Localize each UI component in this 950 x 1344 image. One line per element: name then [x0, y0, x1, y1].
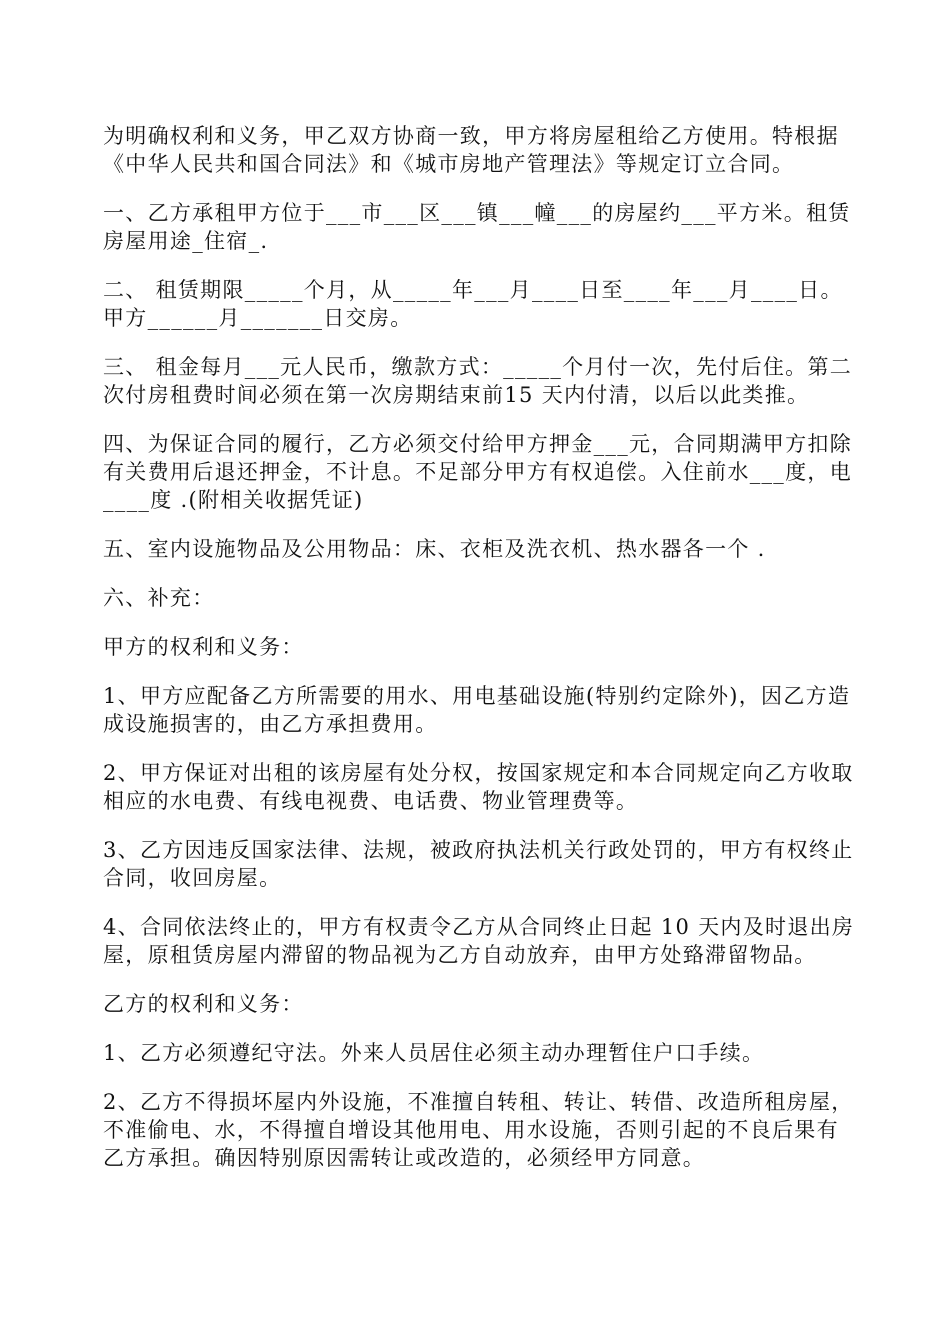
- document-page: [103, 122, 855, 1193]
- clause-6-heading: 六、补充：: [103, 586, 215, 610]
- intro-paragraph: 为明确权利和义务，甲乙双方协商一致，甲方将房屋租给乙方使用。特根据《中华人民共和国合同法》和《城市房地产管理法》等规定订立合同。: [103, 124, 839, 176]
- clause-2-paragraph: 二、 租赁期限_____个月，从_____年___月____日至____年___月____日。甲方______月_______日交房。: [103, 278, 843, 330]
- clause-5-paragraph: 五、室内设施物品及公用物品：床、衣柜及洗衣机、热水器各一个 .: [103, 537, 766, 561]
- clause-4-paragraph: 四、为保证合同的履行，乙方必须交付给甲方押金___元，合同期满甲方扣除有关费用后退还押金，不计息。不足部分甲方有权追偿。入住前水___度，电____度 .(附相关收据凭证): [103, 432, 852, 512]
- clause-1-paragraph: 一、乙方承租甲方位于___市___区___镇___幢___的房屋约___平方米。租赁房屋用途_住宿_.: [103, 201, 851, 253]
- party-a-item-1: 1、甲方应配备乙方所需要的用水、用电基础设施(特别约定除外)，因乙方造成设施损害的，由乙方承担费用。: [103, 684, 851, 736]
- clause-3-paragraph: 三、 租金每月___元人民币，缴款方式：_____个月付一次，先付后住。第二次付房租费时间必须在第一次房期结束前15 天内付清，以后以此类推。: [103, 355, 853, 407]
- party-a-heading: 甲方的权利和义务：: [103, 635, 304, 659]
- party-b-item-2: 2、乙方不得损坏屋内外设施，不准擅自转租、转让、转借、改造所租房屋，不准偷电、水，不得擅自增设其他用电、用水设施，否则引起的不良后果有乙方承担。确因特别原因需转让或改造的，必须经甲方同意。: [103, 1090, 854, 1170]
- party-a-item-4: 4、合同依法终止的，甲方有权责令乙方从合同终止日起 10 天内及时退出房屋，原租赁房屋内滞留的物品视为乙方自动放弃，由甲方处臵滞留物品。: [103, 915, 855, 967]
- party-a-item-2: 2、甲方保证对出租的该房屋有处分权，按国家规定和本合同规定向乙方收取相应的水电费、有线电视费、电话费、物业管理费等。: [103, 761, 854, 813]
- party-a-item-3: 3、乙方因违反国家法律、法规，被政府执法机关行政处罚的，甲方有权终止合同，收回房屋。: [103, 838, 854, 890]
- party-b-heading: 乙方的权利和义务：: [103, 992, 304, 1016]
- party-b-item-1: 1、乙方必须遵纪守法。外来人员居住必须主动办理暂住户口手续。: [103, 1041, 765, 1065]
